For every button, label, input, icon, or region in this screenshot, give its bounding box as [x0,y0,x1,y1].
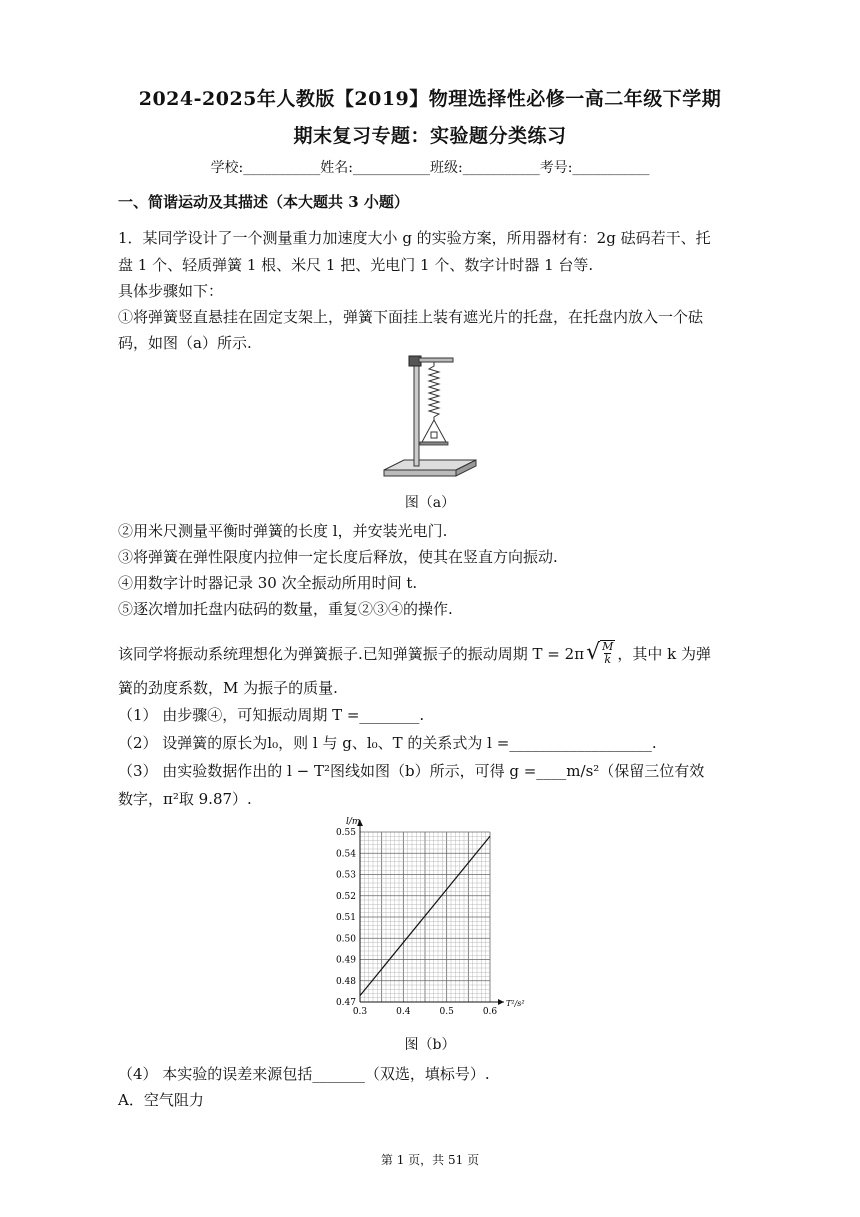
x-tick-label: 0.3 [352,1007,368,1017]
sub-question-4: （4） 本实验的误差来源包括_______（双选，填标号）. [118,1065,490,1083]
step-1-line: ①将弹簧竖直悬挂在固定支架上，弹簧下面挂上装有遮光片的托盘，在托盘内放入一个砝 [118,308,704,326]
step-3-line: ③将弹簧在弹性限度内拉伸一定长度后释放，使其在竖直方向振动. [118,548,558,566]
y-tick-label: 0.53 [335,870,356,881]
section-heading: 一、简谐运动及其描述（本大题共 3 小题） [118,193,409,211]
sqrt-symbol: √ $\frac{M}{k}$ [586,640,614,666]
step-5-line: ⑤逐次增加托盘内砝码的数量，重复②③④的操作. [118,600,453,618]
step-2-line: ②用米尺测量平衡时弹簧的长度 l，并安装光电门. [118,522,448,540]
step-1-line: 码，如图（a）所示. [118,334,252,352]
x-axis-label: T²/s² [506,999,525,1008]
y-tick-label: 0.47 [335,998,356,1008]
figure-a-caption: 图（a） [404,495,456,511]
doc-title-line1: 2024-2025年人教版【2019】物理选择性必修一高二年级下学期 [138,88,722,110]
y-tick-label: 0.54 [335,849,356,860]
question-text-line: 盘 1 个、轻质弹簧 1 根、米尺 1 把、光电门 1 个、数字计时器 1 台等. [118,256,594,274]
question-text-line: 1．某同学设计了一个测量重力加速度大小 g 的实验方案，所用器材有：2g 砝码若干、托 [118,229,711,247]
period-formula-line [118,640,711,666]
y-tick-label: 0.48 [335,976,356,987]
student-info-line: 学校:___________姓名:___________班级:___________考号:___________ [210,160,650,176]
x-tick-label: 0.4 [396,1007,411,1017]
sub-question-3-line1: （3） 由实验数据作出的 l − T²图线如图（b）所示，可得 g =____m/s²（保留三位有效 [118,762,705,780]
formula-line-2: 簧的劲度系数，M 为振子的质量. [118,679,338,697]
x-axis-arrow [498,999,504,1005]
page-footer: 第 1 页，共 51 页 [380,1153,480,1167]
x-tick-label: 0.5 [439,1007,454,1017]
question-text-line: 具体步骤如下： [118,282,224,300]
fraction-denominator: k [604,653,612,666]
y-axis-label: l/m [346,817,361,827]
y-tick-label: 0.50 [335,934,356,945]
y-tick-label: 0.49 [335,955,356,966]
formula-text-before: 该同学将振动系统理想化为弹簧振子.已知弹簧振子的振动周期 T = 2π [118,644,585,663]
y-tick-label: 0.55 [335,828,356,838]
y-tick-label: 0.52 [335,891,356,902]
x-tick-label: 0.6 [482,1007,498,1017]
sub-question-3-line2: 数字，π²取 9.87）. [118,790,252,808]
sub-question-1: （1） 由步骤④，可知振动周期 T =________. [118,706,425,724]
doc-title-line2: 期末复习专题：实验题分类练习 [293,125,567,147]
step-4-line: ④用数字计时器记录 30 次全振动所用时间 t. [118,574,418,592]
sub-question-2: （2） 设弹簧的原长为l₀，则 l 与 g、l₀、T 的关系式为 l =___________________. [118,734,657,752]
fraction-numerator: M [602,640,614,653]
figure-b-caption: 图（b） [404,1037,456,1053]
formula-text-after: ，其中 k 为弹 [617,644,711,663]
spring-apparatus-figure [380,352,480,484]
l-vs-T2-chart [320,812,540,1022]
y-tick-label: 0.51 [335,913,356,923]
option-a: A．空气阻力 [118,1091,204,1109]
